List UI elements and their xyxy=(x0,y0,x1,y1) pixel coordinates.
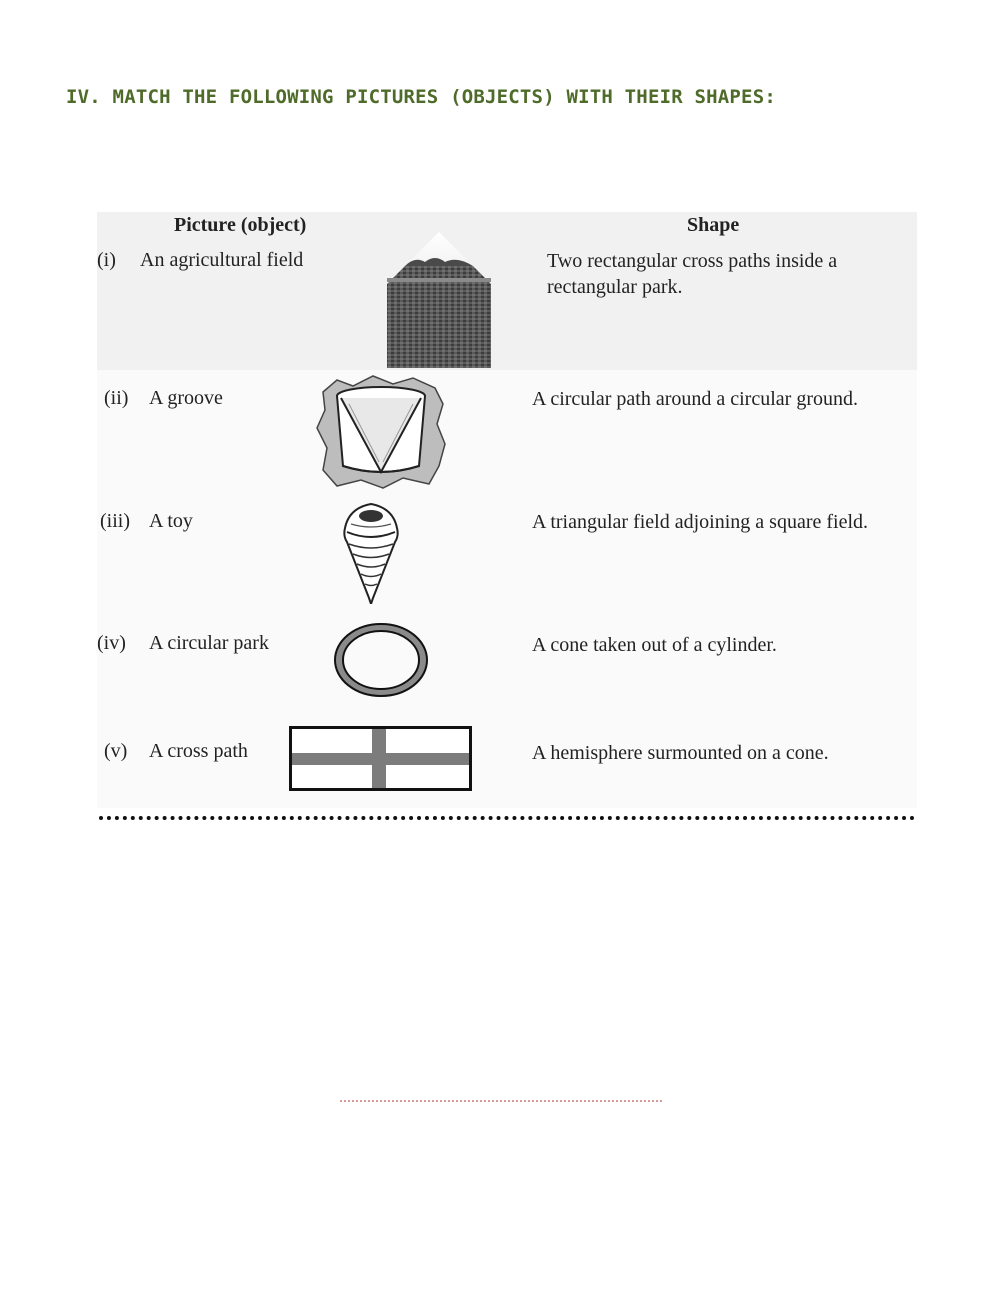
shape-description: Two rectangular cross paths inside a xyxy=(547,250,838,272)
cylinder-with-cone-picture xyxy=(313,374,447,495)
object-label: A toy xyxy=(149,510,193,532)
row-number: (iii) xyxy=(100,510,130,532)
row-number: (ii) xyxy=(104,387,129,409)
matching-table xyxy=(97,212,917,808)
shape-description: A cone taken out of a cylinder. xyxy=(532,634,777,656)
spinning-top-picture xyxy=(341,502,401,609)
shape-description: A triangular field adjoining a square field. xyxy=(532,511,869,533)
shape-description-continued: rectangular park. xyxy=(547,276,683,298)
shape-description: A circular path around a circular ground. xyxy=(532,388,858,410)
object-label: A groove xyxy=(149,387,223,409)
object-label: A circular park xyxy=(149,632,269,654)
object-label: A cross path xyxy=(149,740,248,762)
object-label: An agricultural field xyxy=(140,249,304,271)
cross-path-picture xyxy=(289,726,473,797)
worksheet-heading: IV. MATCH THE FOLLOWING PICTURES (OBJECTS) WITH THEIR SHAPES: xyxy=(66,86,776,108)
column-header-object: Picture (object) xyxy=(174,214,307,236)
shape-description: A hemisphere surmounted on a cone. xyxy=(532,742,829,764)
ring-picture xyxy=(331,620,431,705)
row-number: (v) xyxy=(104,740,128,762)
field-pentagon-picture xyxy=(385,232,493,373)
row-number: (i) xyxy=(97,249,116,271)
column-header-shape: Shape xyxy=(687,214,740,236)
row-number: (iv) xyxy=(97,632,126,654)
answer-line xyxy=(340,1100,662,1102)
dotted-divider xyxy=(99,816,915,820)
